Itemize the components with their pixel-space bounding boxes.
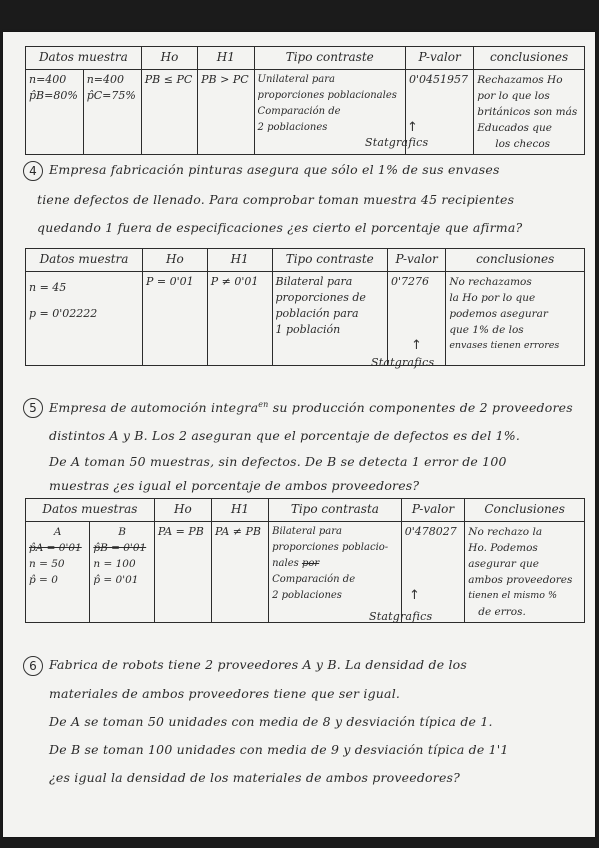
problem-5-sup: en — [258, 400, 269, 409]
header-p-valor: P-valor — [387, 249, 445, 272]
problem-number-5: 5 — [23, 398, 43, 418]
tipo-line: Unilateral para — [257, 74, 335, 85]
datos-n: n = 45 — [29, 281, 67, 294]
header-conclusiones: conclusiones — [474, 47, 585, 70]
conclusion-line: envases tienen errores — [449, 340, 560, 351]
problem-6-line: De A se toman 50 unidades con media de 8 y desviación típica de 1. — [49, 714, 493, 729]
cell-conclusiones — [446, 272, 585, 366]
cell-tipo — [269, 522, 402, 623]
cell-ho: P = 0'01 — [143, 272, 208, 366]
header-datos-muestra: Datos muestra — [26, 47, 142, 70]
problem-4-line: quedando 1 fuera de especificaciones ¿es cierto el porcentaje que afirma? — [37, 220, 523, 235]
cell-ho: PB ≤ PC — [141, 70, 197, 155]
tipo-struck: por — [301, 558, 320, 569]
conclusion-line: asegurar que — [468, 558, 539, 570]
statgrafics-label: Statgrafics — [369, 610, 433, 623]
cell-h1: PB > PC — [198, 70, 254, 155]
header-conclusiones: Conclusiones — [465, 499, 585, 522]
conclusion-line: Ho. Podemos — [468, 542, 538, 554]
cell-h1: PA ≠ PB — [211, 522, 268, 623]
cell-ho: PA = PB — [154, 522, 211, 623]
cell-tipo — [272, 272, 387, 366]
conclusion-line: por lo que los — [477, 90, 550, 102]
cell-conclusiones — [474, 70, 585, 155]
conclusion-line: británicos son más — [477, 106, 578, 118]
sample-a-p: p̂ = 0 — [29, 574, 58, 586]
sample-b-struck: p̂B = 0'01 — [93, 542, 147, 554]
sample-a-label: A — [53, 526, 62, 538]
tipo-text: nales — [272, 558, 299, 569]
conclusion-line: de erros. — [478, 606, 526, 618]
problem-5-text: Empresa de automoción integra — [49, 400, 259, 416]
arrow-up-icon: ↑ — [411, 338, 422, 353]
cell-h1: P ≠ 0'01 — [207, 272, 272, 366]
results-table-1 — [25, 46, 585, 155]
header-ho: Ho — [141, 47, 197, 70]
conclusion-line: Rechazamos Ho — [477, 74, 563, 86]
tipo-line — [272, 556, 398, 572]
cell-sample-b — [26, 70, 84, 155]
cell-pvalor: 0'7276 — [387, 272, 445, 366]
tipo-line: Bilateral para — [275, 275, 353, 288]
notebook-page — [3, 32, 595, 837]
header-h1: H1 — [198, 47, 254, 70]
header-p-valor: P-valor — [405, 47, 473, 70]
conclusion-line: ambos proveedores — [468, 574, 573, 586]
sample-a-n: n = 50 — [29, 558, 65, 570]
conclusion-line: que 1% de los — [449, 324, 524, 336]
sample-a-struck: p̂A = 0'01 — [29, 542, 82, 554]
header-ho: Ho — [143, 249, 208, 272]
tipo-line: 2 poblaciones — [272, 590, 342, 601]
arrow-up-icon: ↑ — [407, 120, 418, 135]
problem-number-4: 4 — [23, 161, 43, 181]
cell-pvalor: 0'478027 — [401, 522, 465, 623]
arrow-up-icon: ↑ — [409, 588, 420, 603]
conclusion-line: la Ho por lo que — [449, 292, 536, 304]
cell-datos — [26, 272, 143, 366]
datos-p: p = 0'02222 — [29, 307, 98, 320]
tipo-line: proporciones poblacionales — [257, 90, 397, 101]
problem-number-6: 6 — [23, 656, 43, 676]
sample-b-n: n=400 — [29, 73, 67, 86]
sample-b-p: p̂B=80% — [29, 89, 78, 102]
header-datos-muestras: Datos muestras — [26, 499, 155, 522]
problem-6-line: materiales de ambos proveedores tiene que ser igual. — [49, 686, 401, 701]
statgrafics-label: Statgrafics — [371, 356, 435, 369]
tipo-line: población para — [275, 307, 359, 320]
cell-sample-b — [90, 522, 154, 623]
problem-5-line: muestras ¿es igual el porcentaje de ambos proveedores? — [49, 478, 420, 493]
problem-4-line: tiene defectos de llenado. Para comprobar toman muestra 45 recipientes — [37, 192, 515, 207]
results-table-2 — [25, 248, 585, 366]
header-h1: H1 — [207, 249, 272, 272]
statgrafics-label: Statgrafics — [365, 136, 429, 149]
sample-c-p: p̂C=75% — [86, 89, 136, 102]
problem-5-line: De A toman 50 muestras, sin defectos. De B se detecta 1 error de 100 — [49, 454, 507, 469]
tipo-line: Bilateral para — [272, 526, 342, 537]
sample-b-p: p̂ = 0'01 — [93, 574, 139, 586]
sample-b-n: n = 100 — [93, 558, 136, 570]
tipo-line: proporciones poblacio- — [272, 542, 389, 553]
problem-6-line: Fabrica de robots tiene 2 proveedores A y B. La densidad de los — [49, 657, 468, 672]
header-tipo-contraste: Tipo contraste — [272, 249, 387, 272]
problem-5-line — [49, 400, 573, 415]
header-tipo-contraste: Tipo contrasta — [269, 499, 402, 522]
sample-b-label: B — [118, 526, 126, 538]
conclusion-line: los checos — [495, 138, 551, 150]
problem-6-line: De B se toman 100 unidades con media de 9 y desviación típica de 1'1 — [49, 742, 509, 757]
header-datos-muestra: Datos muestra — [26, 249, 143, 272]
tipo-line: proporciones de — [275, 291, 366, 304]
header-conclusiones: conclusiones — [446, 249, 585, 272]
conclusion-line: No rechazamos — [449, 276, 532, 288]
problem-5-line: distintos A y B. Los 2 aseguran que el porcentaje de defectos es del 1%. — [49, 428, 521, 443]
tipo-line: Comparación de — [257, 106, 341, 117]
results-table-3 — [25, 498, 585, 623]
problem-4-line: Empresa fabricación pinturas asegura que sólo el 1% de sus envases — [49, 162, 500, 177]
tipo-line: 1 población — [275, 323, 341, 336]
conclusion-line: No rechazo la — [468, 526, 543, 538]
header-p-valor: P-valor — [401, 499, 465, 522]
tipo-line: Comparación de — [272, 574, 356, 585]
cell-sample-c — [83, 70, 141, 155]
problem-5-text: su producción componentes de 2 proveedores — [272, 400, 573, 416]
conclusion-line: podemos asegurar — [449, 308, 548, 320]
tipo-line: 2 poblaciones — [257, 122, 328, 133]
conclusion-line: tienen el mismo % — [468, 590, 558, 601]
cell-conclusiones — [465, 522, 585, 623]
header-h1: H1 — [211, 499, 268, 522]
header-tipo-contraste: Tipo contraste — [254, 47, 405, 70]
cell-sample-a — [26, 522, 90, 623]
conclusion-line: Educados que — [477, 122, 552, 134]
header-ho: Ho — [154, 499, 211, 522]
cell-pvalor: 0'0451957 — [405, 70, 473, 155]
problem-6-line: ¿es igual la densidad de los materiales de ambos proveedores? — [49, 770, 461, 785]
sample-c-n: n=400 — [86, 73, 125, 86]
